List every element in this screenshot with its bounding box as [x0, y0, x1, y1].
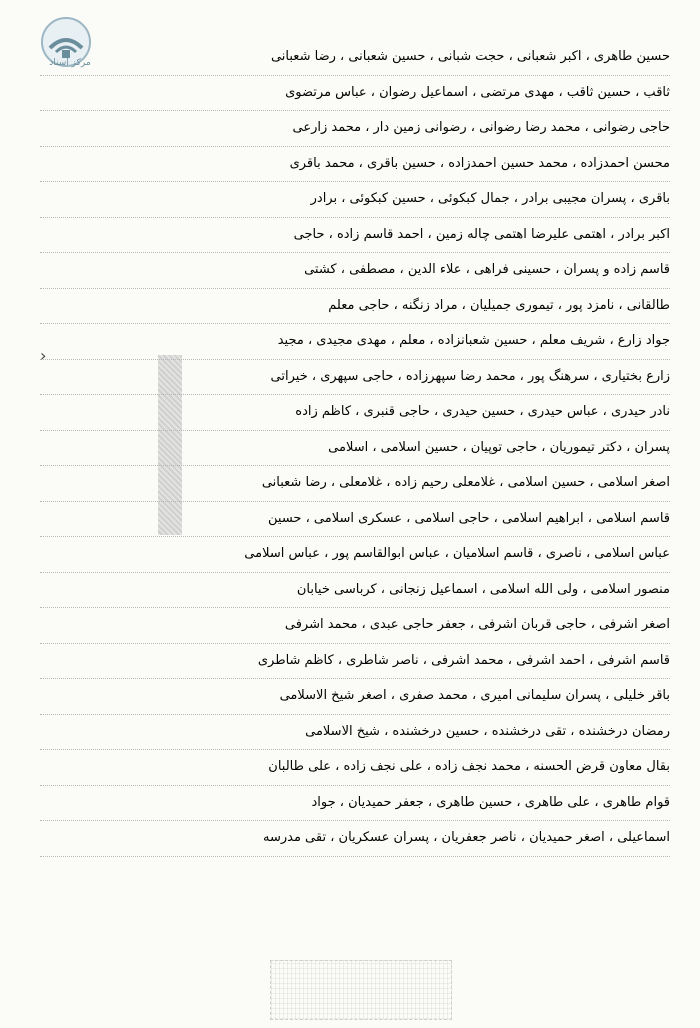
- text-line: قاسم اشرفی ، احمد اشرفی ، محمد اشرفی ، ناصر شاطری ، کاظم شاطری: [40, 644, 670, 680]
- margin-mark-icon: ›: [40, 346, 47, 365]
- text-line: منصور اسلامی ، ولی الله اسلامی ، اسماعیل زنجانی ، کرباسی خیابان: [40, 573, 670, 609]
- text-line: اسماعیلی ، اصغر حمیدیان ، ناصر جعفریان ، پسران عسکریان ، تقی مدرسه: [40, 821, 670, 857]
- faded-stamp: [270, 960, 452, 1020]
- text-line: قوام طاهری ، علی طاهری ، حسین طاهری ، جعفر حمیدیان ، جواد: [40, 786, 670, 822]
- text-line: جواد زارع ، شریف معلم ، حسین شعبانزاده ، معلم ، مهدی مجیدی ، مجید: [40, 324, 670, 360]
- text-line: قاسم زاده و پسران ، حسینی فراهی ، علاء الدین ، مصطفی ، کشتی: [40, 253, 670, 289]
- text-line: طالقانی ، نامزد پور ، تیموری جمیلیان ، مراد زنگنه ، حاجی معلم: [40, 289, 670, 325]
- text-line: محسن احمدزاده ، محمد حسین احمدزاده ، حسین باقری ، محمد باقری: [40, 147, 670, 183]
- logo-text: مرکز اسناد: [49, 58, 91, 68]
- text-line: اصغر اسلامی ، حسین اسلامی ، غلامعلی رحیم زاده ، غلامعلی ، رضا شعبانی: [40, 466, 670, 502]
- text-line: نادر حیدری ، عباس حیدری ، حسین حیدری ، حاجی قنبری ، کاظم زاده: [40, 395, 670, 431]
- text-line: بقال معاون قرض الحسنه ، محمد نجف زاده ، علی نجف زاده ، علی طالبان: [40, 750, 670, 786]
- document-body: [40, 40, 670, 857]
- text-line: قاسم اسلامی ، ابراهیم اسلامی ، حاجی اسلامی ، عسکری اسلامی ، حسین: [40, 502, 670, 538]
- text-line: باقر خلیلی ، پسران سلیمانی امیری ، محمد صفری ، اصغر شیخ الاسلامی: [40, 679, 670, 715]
- text-line: حاجی رضوانی ، محمد رضا رضوانی ، رضوانی زمین دار ، محمد زارعی: [40, 111, 670, 147]
- text-line: زارع بختیاری ، سرهنگ پور ، محمد رضا سپهرزاده ، حاجی سپهری ، خیراتی: [40, 360, 670, 396]
- text-line: رمضان درخشنده ، تقی درخشنده ، حسین درخشنده ، شیخ الاسلامی: [40, 715, 670, 751]
- text-line: عباس اسلامی ، ناصری ، قاسم اسلامیان ، عباس ابوالقاسم پور ، عباس اسلامی: [40, 537, 670, 573]
- text-line: حسین طاهری ، اکبر شعبانی ، حجت شبانی ، حسین شعبانی ، رضا شعبانی: [40, 40, 670, 76]
- text-line: اصغر اشرفی ، حاجی قربان اشرفی ، جعفر حاجی عبدی ، محمد اشرفی: [40, 608, 670, 644]
- text-line: باقری ، پسران مجیبی برادر ، جمال کبکوئی ، حسین کبکوئی ، برادر: [40, 182, 670, 218]
- text-line: ثاقب ، حسین ثاقب ، مهدی مرتضی ، اسماعیل رضوان ، عباس مرتضوی: [40, 76, 670, 112]
- text-line: پسران ، دکتر تیموریان ، حاجی توپیان ، حسین اسلامی ، اسلامی: [40, 431, 670, 467]
- text-line: اکبر برادر ، اهتمی علیرضا اهتمی چاله زمین ، احمد قاسم زاده ، حاجی: [40, 218, 670, 254]
